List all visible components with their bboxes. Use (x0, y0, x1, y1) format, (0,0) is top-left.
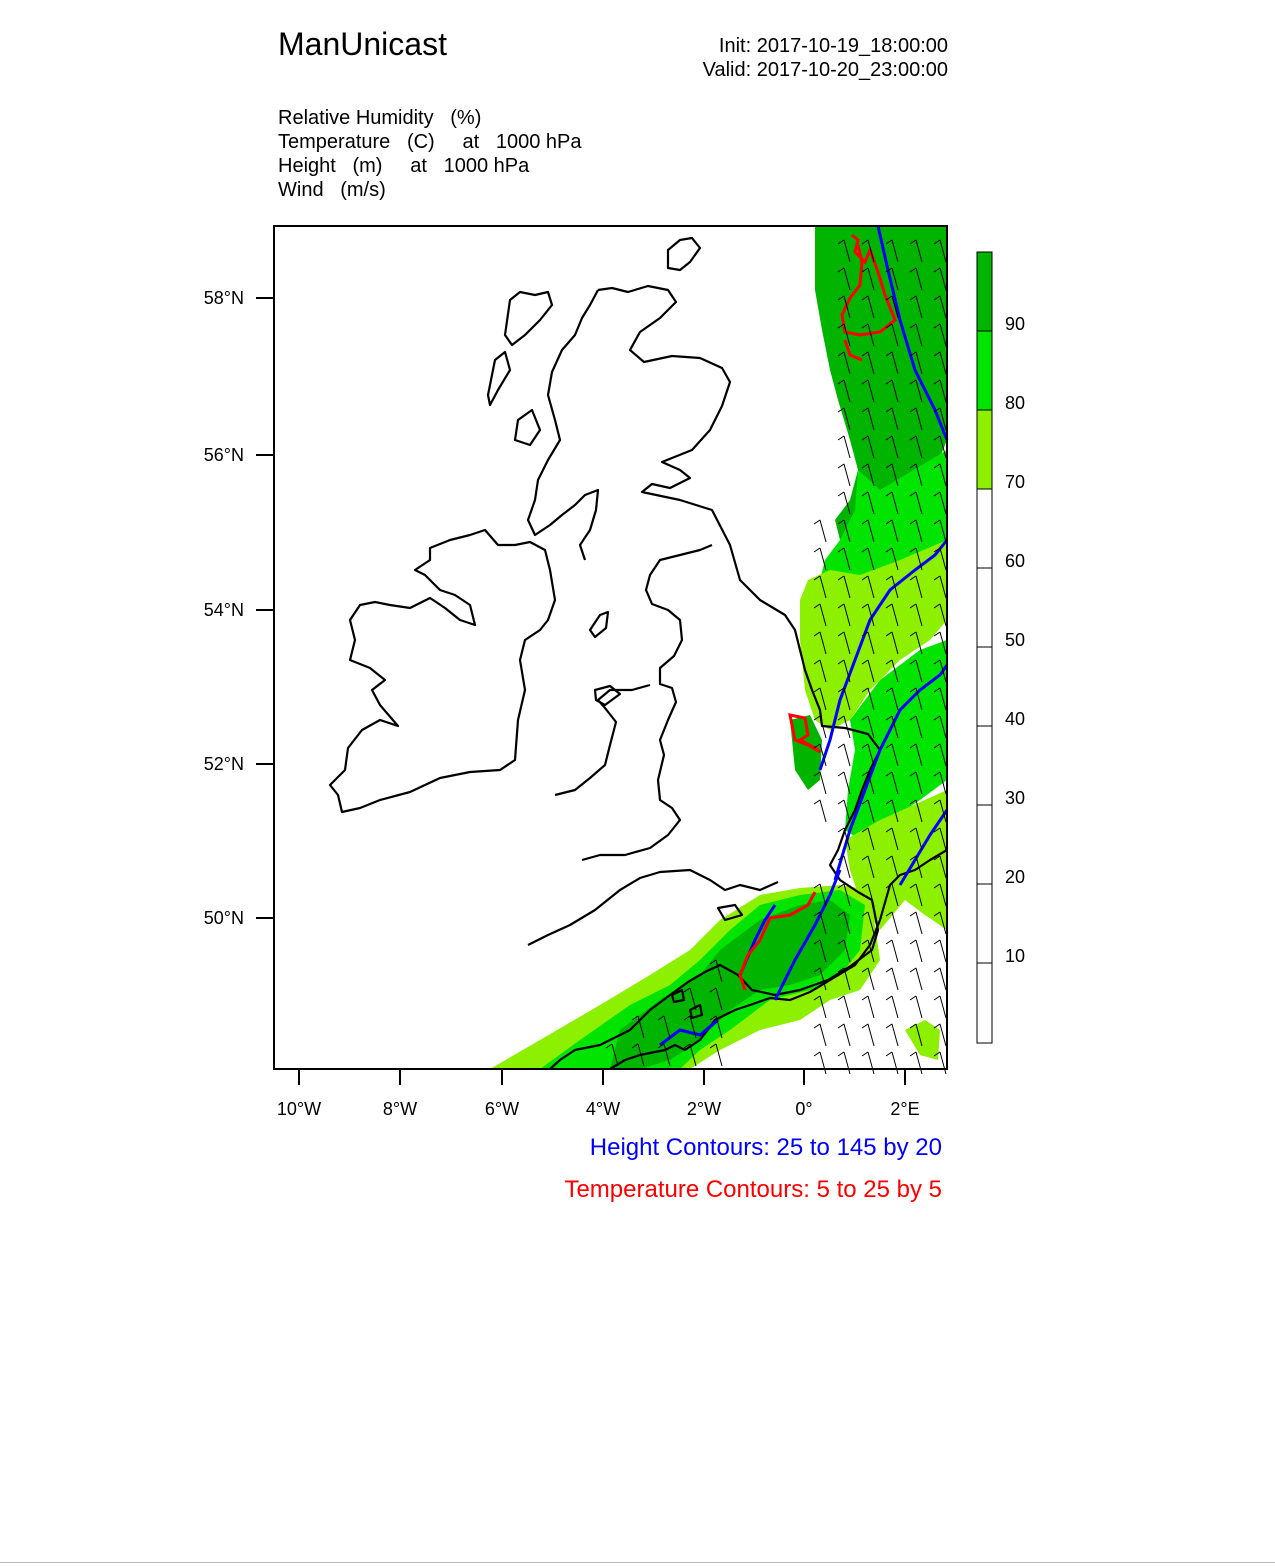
map-panel (274, 226, 947, 1074)
colorbar-label-50: 50 (1005, 630, 1026, 650)
field-wind: Wind (m/s) (278, 179, 386, 201)
colorbar-box-70 (977, 410, 992, 489)
colorbar-label-30: 30 (1005, 788, 1026, 808)
lon-label-0: 0° (795, 1099, 813, 1119)
lon-label-8w: 8°W (382, 1099, 418, 1119)
temperature-contour-legend: Temperature Contours: 5 to 25 by 5 (564, 1176, 942, 1203)
page-bottom-rule (0, 1562, 1275, 1563)
colorbar-label-80: 80 (1005, 393, 1026, 413)
lon-label-4w: 4°W (585, 1099, 621, 1119)
height-contour-legend: Height Contours: 25 to 145 by 20 (589, 1134, 942, 1161)
lat-axis (204, 288, 274, 928)
colorbar-label-70: 70 (1005, 472, 1026, 492)
valid-time: Valid: 2017-10-20_23:00:00 (702, 59, 948, 81)
colorbar-box-low (977, 489, 992, 1043)
colorbar-label-40: 40 (1005, 709, 1026, 729)
field-rh: Relative Humidity (%) (278, 107, 482, 129)
lat-label-50: 50°N (203, 908, 244, 928)
chart-title: ManUnicast (278, 26, 447, 62)
lon-label-6w: 6°W (484, 1099, 520, 1119)
lon-label-2w: 2°W (686, 1099, 722, 1119)
lon-label-10w: 10°W (276, 1099, 322, 1119)
init-time: Init: 2017-10-19_18:00:00 (718, 35, 948, 57)
lat-label-56: 56°N (203, 445, 244, 465)
field-temperature: Temperature (C) at 1000 hPa (278, 131, 582, 153)
colorbar-label-10: 10 (1005, 946, 1026, 966)
lon-label-2e: 2°E (890, 1099, 920, 1119)
colorbar (977, 252, 1025, 1043)
colorbar-box-80 (977, 331, 992, 410)
colorbar-label-20: 20 (1005, 867, 1026, 887)
colorbar-box-90 (977, 252, 992, 331)
field-height: Height (m) at 1000 hPa (278, 155, 530, 177)
lat-label-58: 58°N (203, 288, 244, 308)
lat-label-54: 54°N (203, 600, 244, 620)
lon-axis (277, 1069, 920, 1119)
colorbar-label-60: 60 (1005, 551, 1026, 571)
lat-label-52: 52°N (203, 754, 244, 774)
colorbar-label-90: 90 (1005, 314, 1026, 334)
